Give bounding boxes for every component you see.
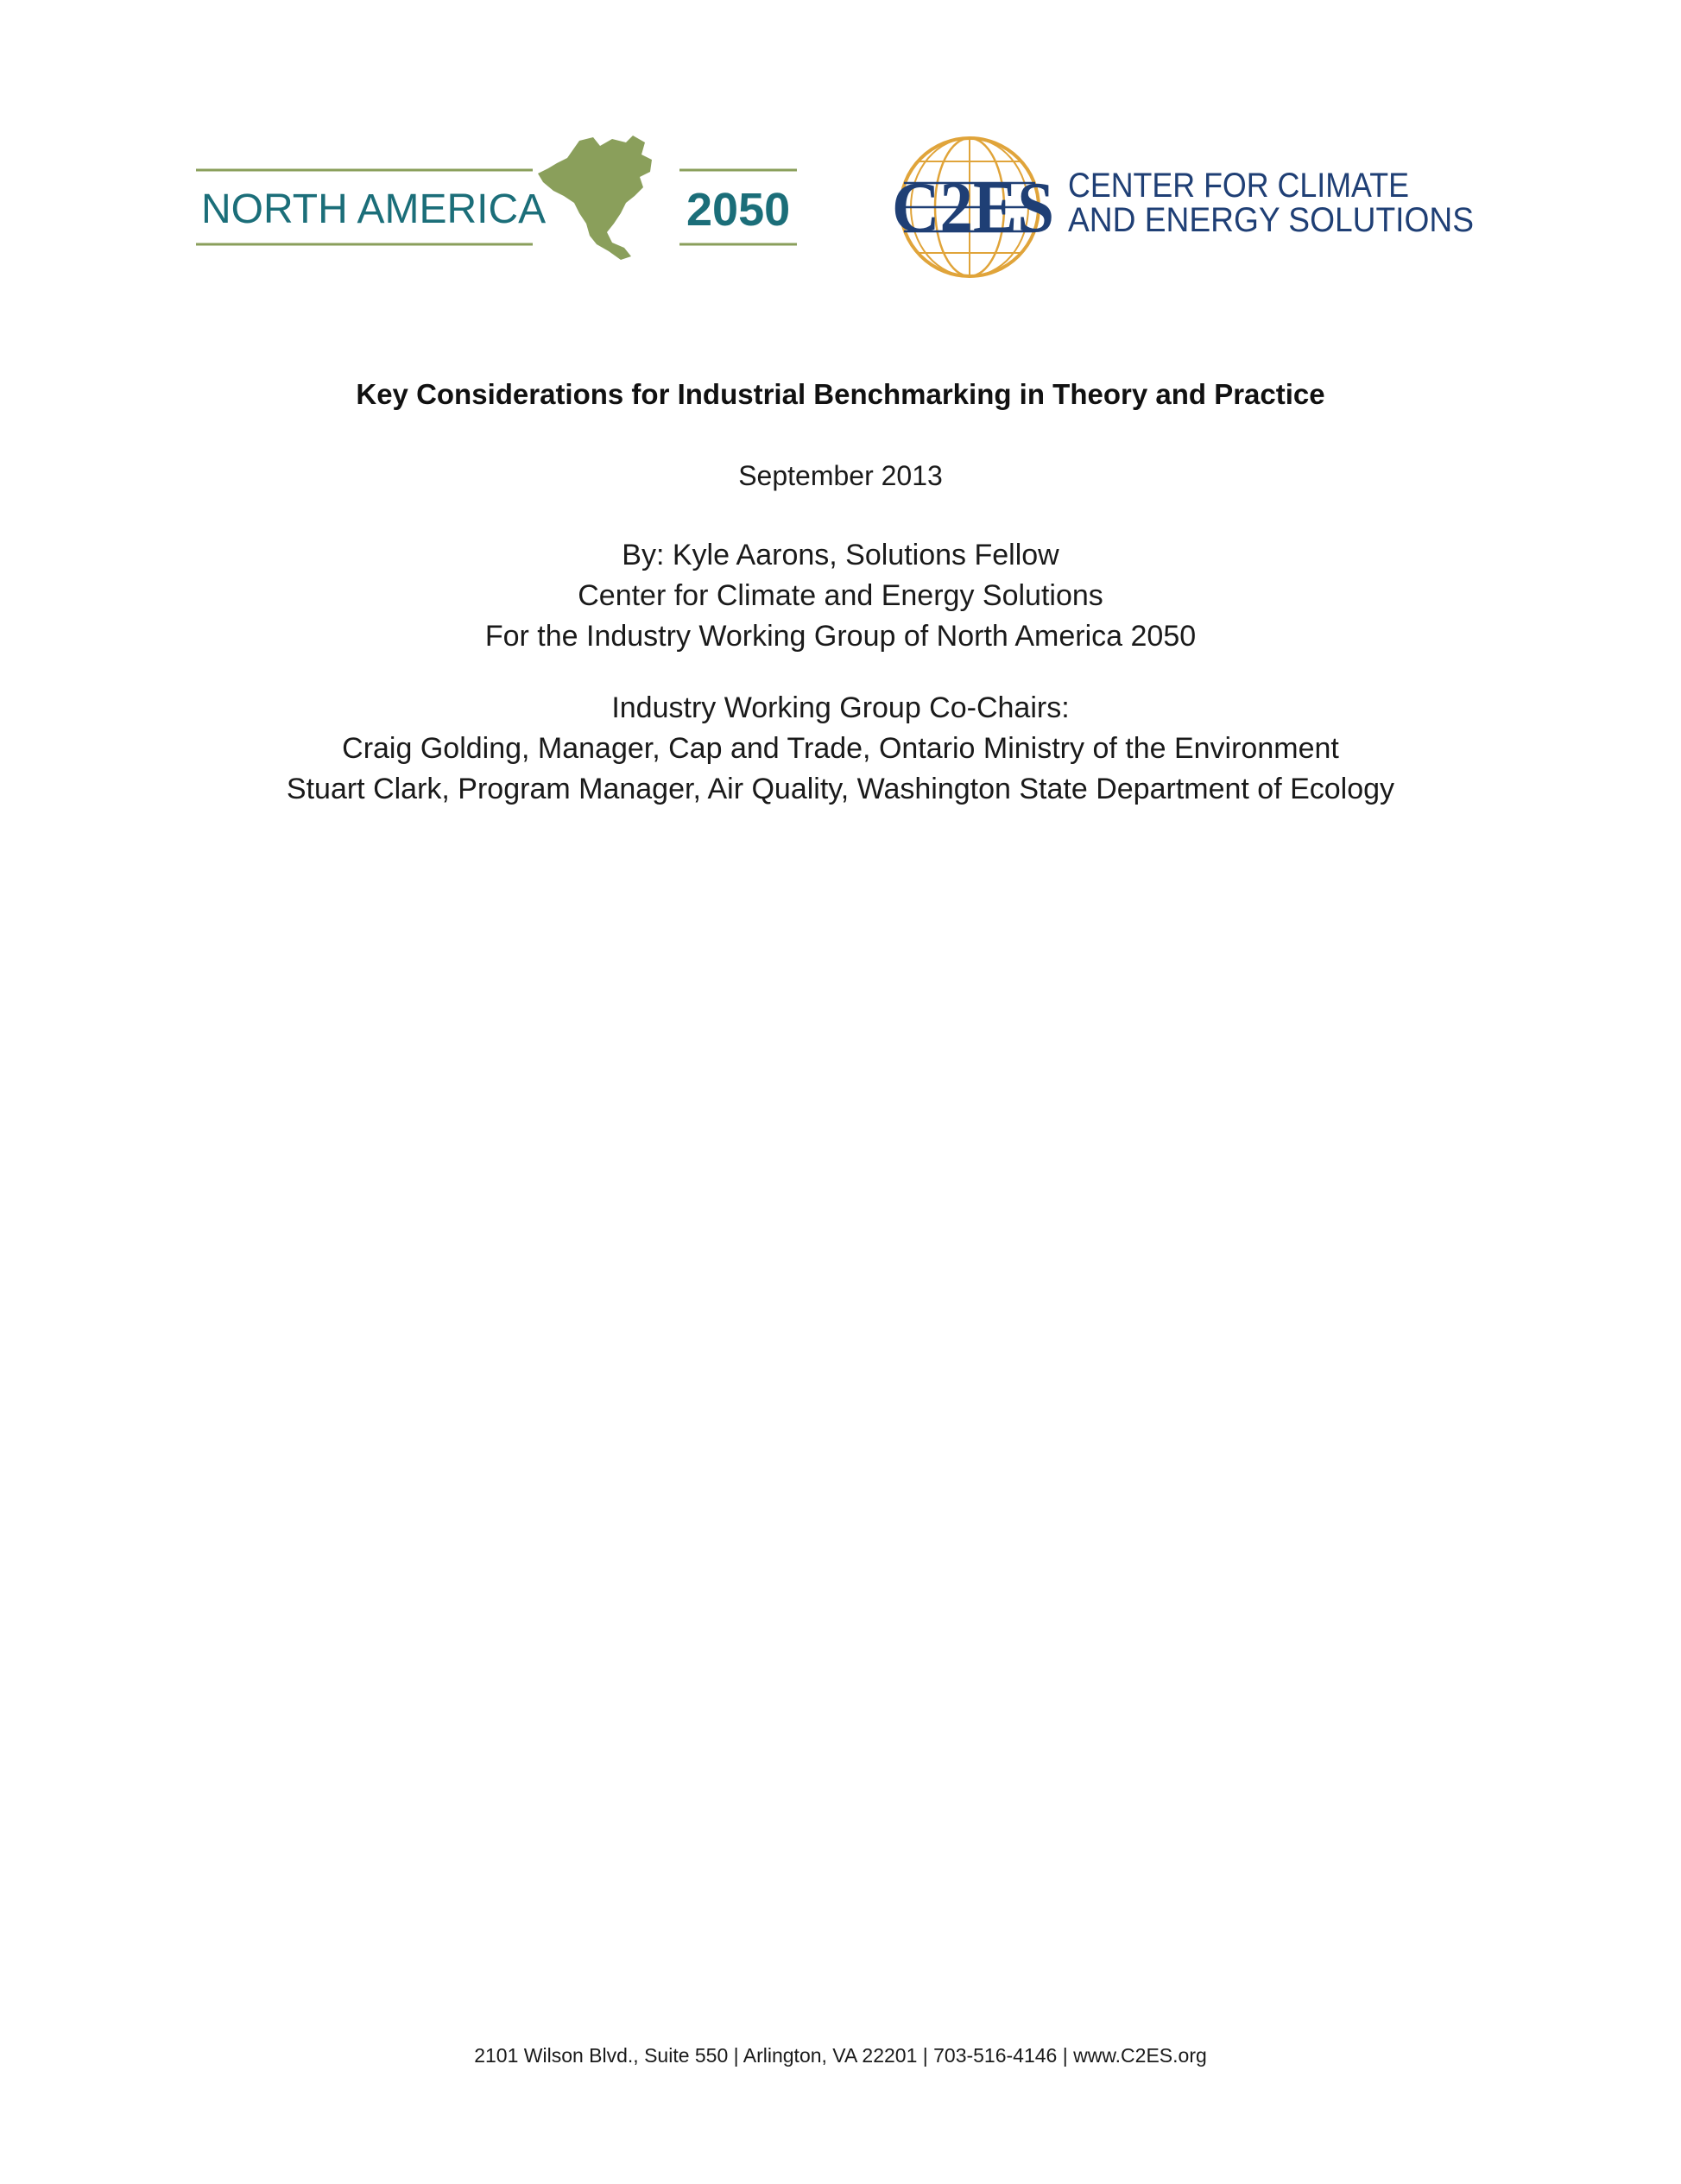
cochair-2: Stuart Clark, Program Manager, Air Quality, Washington State Department of Ecology <box>286 773 1395 805</box>
north-america-2050-logo <box>194 134 799 263</box>
author-working-group: For the Industry Working Group of North America 2050 <box>484 620 1197 653</box>
cochairs-block <box>0 688 1681 810</box>
c2es-mark: C2ES <box>892 167 1054 248</box>
c2es-logo <box>885 129 1507 285</box>
logo-na-text: NORTH AMERICA <box>201 186 547 232</box>
c2es-name-line2: AND ENERGY SOLUTIONS <box>1068 201 1474 239</box>
logo-na-year: 2050 <box>686 184 791 236</box>
footer-address: 2101 Wilson Blvd., Suite 550 | Arlington, VA 22201 | 703-516-4146 | www.C2ES.org <box>474 2044 1207 2067</box>
c2es-name-line1: CENTER FOR CLIMATE <box>1068 167 1409 205</box>
author-block <box>0 535 1681 657</box>
document-title: Key Considerations for Industrial Benchmarking in Theory and Practice <box>356 378 1325 410</box>
cochairs-heading: Industry Working Group Co-Chairs: <box>611 691 1070 724</box>
author-organization: Center for Climate and Energy Solutions <box>578 579 1103 612</box>
cochair-1: Craig Golding, Manager, Cap and Trade, Ontario Ministry of the Environment <box>342 732 1339 765</box>
document-date: September 2013 <box>738 460 943 491</box>
author-byline: By: Kyle Aarons, Solutions Fellow <box>622 539 1059 571</box>
